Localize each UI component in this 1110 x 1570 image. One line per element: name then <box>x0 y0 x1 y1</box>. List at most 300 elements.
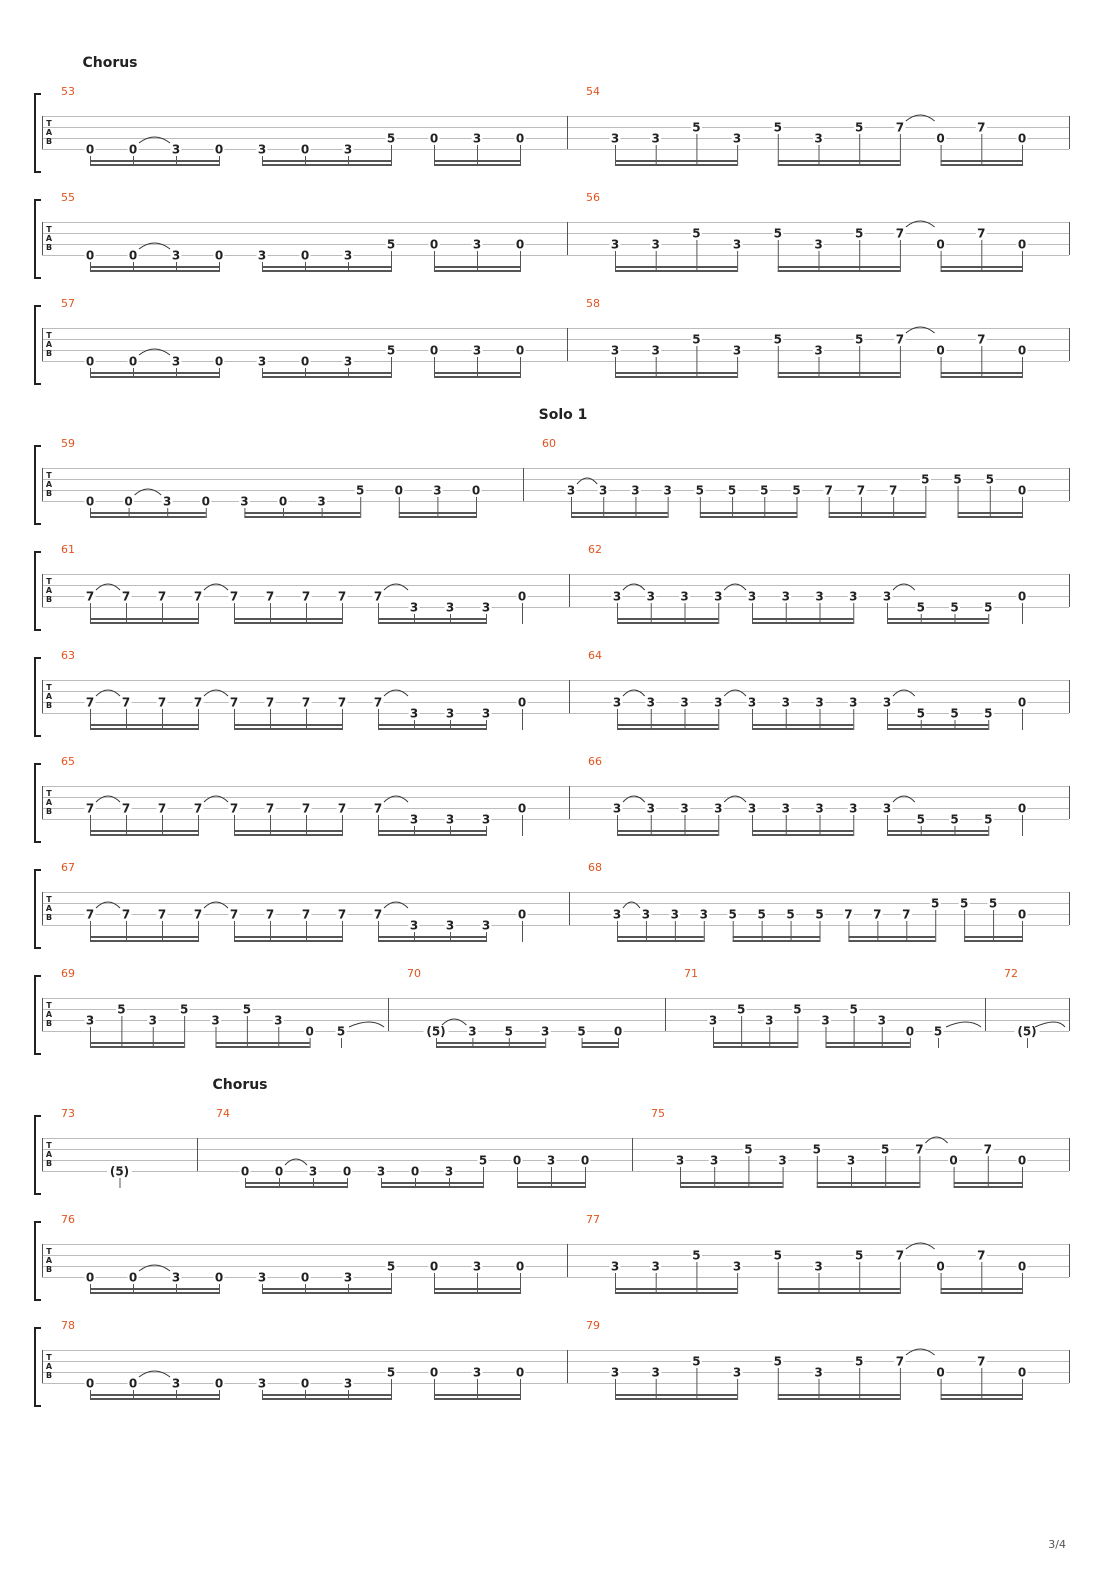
fret-number: 3 <box>610 1365 620 1380</box>
fret-number: 5 <box>855 120 864 135</box>
fret-number: 7 <box>977 332 986 347</box>
fret-number: 3 <box>445 918 455 933</box>
beam <box>778 376 900 378</box>
fret-number: 3 <box>343 142 353 157</box>
tab-clef-letter: T <box>46 577 52 586</box>
beam <box>778 270 900 272</box>
system-brace-icon <box>35 552 41 630</box>
fret-number: 3 <box>409 600 419 615</box>
fret-number: 7 <box>856 483 866 498</box>
fret-number: 3 <box>472 1365 482 1380</box>
fret-number: 0 <box>429 131 439 146</box>
fret-number: 0 <box>936 131 945 146</box>
fret-number: 5 <box>179 1002 189 1017</box>
tab-clef-letter: T <box>46 1141 52 1150</box>
fret-number: 3 <box>171 354 181 369</box>
fret-number: 3 <box>274 1013 283 1028</box>
fret-number: 7 <box>895 226 905 241</box>
fret-number: 5 <box>773 1354 782 1369</box>
beam <box>617 834 718 836</box>
fret-number: 0 <box>949 1153 958 1168</box>
beam <box>617 618 718 620</box>
beam <box>571 512 668 514</box>
fret-number: 3 <box>680 695 689 710</box>
fret-number: 3 <box>433 483 442 498</box>
bar-number: 69 <box>61 967 75 980</box>
fret-number: 5 <box>950 600 959 615</box>
fret-number: 5 <box>242 1002 252 1017</box>
tie-arc <box>906 1349 935 1355</box>
beam <box>617 622 718 624</box>
fret-number: 0 <box>1017 343 1027 358</box>
beam <box>887 830 988 832</box>
fret-number: 0 <box>300 142 310 157</box>
fret-number: (5) <box>426 1024 446 1039</box>
fret-number: 3 <box>882 589 892 604</box>
beam <box>234 618 342 620</box>
beam <box>378 618 486 620</box>
fret-number: 7 <box>157 907 167 922</box>
fret-number: 0 <box>936 343 945 358</box>
beam <box>381 1186 483 1188</box>
tie-arc <box>384 584 408 590</box>
beam <box>617 940 704 942</box>
beam <box>615 372 737 374</box>
fret-number: 0 <box>214 1270 224 1285</box>
fret-number: 3 <box>732 237 742 252</box>
fret-number: 3 <box>641 907 651 922</box>
tie-arc <box>623 902 640 908</box>
fret-number: 3 <box>814 1259 823 1274</box>
fret-number: 0 <box>517 907 527 922</box>
fret-number: 3 <box>815 801 824 816</box>
beam <box>887 728 988 730</box>
tie-arc <box>96 584 120 590</box>
fret-number: 7 <box>373 589 383 604</box>
fret-number: 3 <box>468 1024 477 1039</box>
bar-number: 63 <box>61 649 75 662</box>
tie-arc <box>906 221 935 227</box>
tab-clef-letter: A <box>45 1010 53 1019</box>
fret-number: 5 <box>953 472 962 487</box>
fret-number: 3 <box>148 1013 157 1028</box>
tab-system <box>35 649 1070 736</box>
beam <box>216 1046 310 1048</box>
fret-number: 7 <box>85 695 95 710</box>
fret-number: 3 <box>699 907 708 922</box>
fret-number: 7 <box>977 120 986 135</box>
beam <box>582 1042 618 1044</box>
beam <box>617 724 718 726</box>
bar-number: 72 <box>1004 967 1018 980</box>
fret-number: 0 <box>278 494 288 509</box>
tie-arc <box>139 1371 170 1377</box>
tab-clef-letter: B <box>45 1371 53 1380</box>
beam <box>90 1292 219 1294</box>
beam <box>829 512 926 514</box>
fret-number: 0 <box>85 248 95 263</box>
fret-number: 5 <box>692 332 701 347</box>
beam <box>262 270 391 272</box>
fret-number: 3 <box>732 1365 742 1380</box>
page-number: 3/4 <box>1048 1538 1066 1551</box>
beam <box>615 1292 737 1294</box>
beam <box>90 372 219 374</box>
fret-number: 3 <box>877 1013 886 1028</box>
fret-number: 7 <box>265 589 275 604</box>
beam <box>778 1288 900 1290</box>
fret-number: 3 <box>163 494 172 509</box>
tab-system <box>35 1213 1070 1300</box>
fret-number: 0 <box>214 354 224 369</box>
fret-number: 3 <box>610 131 620 146</box>
fret-number: 3 <box>546 1153 556 1168</box>
bar-number: 66 <box>588 755 602 768</box>
fret-number: 0 <box>128 248 138 263</box>
tie-arc <box>204 584 228 590</box>
fret-number: 5 <box>916 706 925 721</box>
beam <box>245 1186 347 1188</box>
fret-number: 3 <box>714 589 723 604</box>
fret-number: 0 <box>905 1024 915 1039</box>
tab-clef-letter: B <box>45 137 53 146</box>
fret-number: 7 <box>895 1354 905 1369</box>
fret-number: 5 <box>386 1365 396 1380</box>
beam <box>90 1042 184 1044</box>
bar-number: 77 <box>586 1213 600 1226</box>
beam <box>615 164 737 166</box>
fret-number: 7 <box>301 801 311 816</box>
beam <box>90 1046 184 1048</box>
beam <box>752 830 853 832</box>
fret-number: 0 <box>1017 237 1027 252</box>
fret-number: 7 <box>193 801 203 816</box>
fret-number: 3 <box>646 801 655 816</box>
bar-number: 59 <box>61 437 75 450</box>
fret-number: 7 <box>895 332 905 347</box>
fret-number: 3 <box>708 1013 718 1028</box>
fret-number: 7 <box>157 801 167 816</box>
beam <box>262 266 391 268</box>
tab-clef-letter: T <box>46 683 52 692</box>
fret-number: 3 <box>732 1259 742 1274</box>
fret-number: 3 <box>409 706 419 721</box>
beam <box>887 724 988 726</box>
fret-number: 5 <box>728 907 737 922</box>
fret-number: 0 <box>300 1376 310 1391</box>
system-brace-icon <box>35 764 41 842</box>
beam <box>752 724 853 726</box>
beam <box>234 936 342 938</box>
beam <box>778 164 900 166</box>
beam <box>817 1182 920 1184</box>
fret-number: 7 <box>337 589 347 604</box>
beam <box>378 724 486 726</box>
beam <box>615 376 737 378</box>
tab-clef-letter: T <box>46 1001 52 1010</box>
beam <box>262 1288 391 1290</box>
tab-system <box>35 1319 1070 1406</box>
beam <box>90 266 219 268</box>
fret-number: 0 <box>936 1259 945 1274</box>
tab-system <box>35 297 1070 384</box>
beam <box>700 516 797 518</box>
fret-number: 3 <box>765 1013 774 1028</box>
tab-clef-letter: T <box>46 225 52 234</box>
fret-number: 3 <box>680 801 689 816</box>
tab-clef-letter: A <box>45 1256 53 1265</box>
fret-number: 7 <box>121 801 131 816</box>
tab-clef-letter: B <box>45 1159 53 1168</box>
tie-arc <box>906 1243 935 1249</box>
beam <box>234 834 342 836</box>
fret-number: 5 <box>815 907 824 922</box>
fret-number: 7 <box>373 801 383 816</box>
beam <box>216 1042 310 1044</box>
fret-number: 3 <box>781 801 790 816</box>
fret-number: 3 <box>778 1153 787 1168</box>
beam <box>615 270 737 272</box>
fret-number: 5 <box>356 483 365 498</box>
tab-clef-letter: T <box>46 1353 52 1362</box>
beam <box>90 936 198 938</box>
bar-number: 64 <box>588 649 602 662</box>
system-brace-icon <box>35 870 41 948</box>
fret-number: 0 <box>128 142 138 157</box>
tie-arc <box>623 584 645 590</box>
tab-clef-letter: B <box>45 1019 53 1028</box>
fret-number: 3 <box>317 494 326 509</box>
beam <box>713 1042 797 1044</box>
fret-number: 0 <box>128 354 138 369</box>
fret-number: 3 <box>821 1013 830 1028</box>
fret-number: 7 <box>193 695 203 710</box>
tie-arc <box>96 902 120 908</box>
fret-number: 5 <box>855 226 864 241</box>
fret-number: 5 <box>773 226 782 241</box>
tab-clef-letter: B <box>45 349 53 358</box>
tie-arc <box>724 796 746 802</box>
tab-system <box>35 861 1070 948</box>
fret-number: 3 <box>680 589 689 604</box>
fret-number: 3 <box>472 131 482 146</box>
fret-number: 0 <box>214 142 224 157</box>
beam <box>90 1394 219 1396</box>
fret-number: 5 <box>931 896 940 911</box>
fret-number: 3 <box>814 1365 823 1380</box>
fret-number: 3 <box>846 1153 856 1168</box>
beam <box>615 266 737 268</box>
bar-number: 56 <box>586 191 600 204</box>
fret-number: 7 <box>121 695 131 710</box>
fret-number: 3 <box>472 1259 482 1274</box>
beam <box>244 512 360 514</box>
fret-number: 0 <box>300 354 310 369</box>
fret-number: 7 <box>301 589 311 604</box>
beam <box>234 830 342 832</box>
system-brace-icon <box>35 658 41 736</box>
bar-number: 71 <box>684 967 698 980</box>
tie-arc <box>623 690 645 696</box>
fret-number: 3 <box>376 1164 386 1179</box>
tab-clef-letter: A <box>45 128 53 137</box>
fret-number: 3 <box>541 1024 550 1039</box>
beam <box>778 1394 900 1396</box>
beam <box>615 1398 737 1400</box>
bar-number: 57 <box>61 297 75 310</box>
beam <box>234 724 342 726</box>
fret-number: 3 <box>882 801 892 816</box>
fret-number: 7 <box>824 483 833 498</box>
beam <box>90 728 198 730</box>
fret-number: 5 <box>757 907 766 922</box>
beam <box>582 1046 618 1048</box>
tie-arc <box>204 690 228 696</box>
fret-number: 3 <box>651 1259 660 1274</box>
system-brace-icon <box>35 976 41 1054</box>
tab-clef-letter: T <box>46 1247 52 1256</box>
beam <box>262 164 391 166</box>
beam <box>752 728 853 730</box>
fret-number: 3 <box>211 1013 220 1028</box>
bar-number: 79 <box>586 1319 600 1332</box>
fret-number: 7 <box>229 589 239 604</box>
fret-number: 7 <box>895 1248 905 1263</box>
beam <box>262 376 391 378</box>
beam <box>826 1046 910 1048</box>
tab-clef-letter: T <box>46 471 52 480</box>
fret-number: 0 <box>85 1270 95 1285</box>
beam <box>262 1398 391 1400</box>
fret-number: 7 <box>873 907 882 922</box>
beam <box>752 618 853 620</box>
tab-clef-letter: B <box>45 1265 53 1274</box>
tie-arc <box>285 1159 307 1165</box>
beam <box>826 1042 910 1044</box>
fret-number: 3 <box>481 600 491 615</box>
fret-number: 3 <box>343 1270 353 1285</box>
fret-number: 5 <box>916 812 925 827</box>
fret-number: 7 <box>337 695 347 710</box>
tab-clef-letter: B <box>45 701 53 710</box>
tab-system <box>35 967 1070 1054</box>
fret-number: 0 <box>300 1270 310 1285</box>
fret-number: 0 <box>936 1365 945 1380</box>
fret-number: 3 <box>651 343 660 358</box>
fret-number: 0 <box>214 248 224 263</box>
fret-number: 3 <box>343 1376 353 1391</box>
fret-number: 0 <box>429 237 439 252</box>
beam <box>752 622 853 624</box>
tab-clef-letter: A <box>45 692 53 701</box>
fret-number: 0 <box>580 1153 590 1168</box>
tab-clef-letter: A <box>45 586 53 595</box>
fret-number: 0 <box>214 1376 224 1391</box>
fret-number: 3 <box>675 1153 685 1168</box>
fret-number: 7 <box>977 226 986 241</box>
fret-number: 3 <box>257 142 267 157</box>
fret-number: 0 <box>515 131 525 146</box>
fret-number: 0 <box>85 142 95 157</box>
fret-number: 5 <box>933 1024 943 1039</box>
fret-number: 3 <box>481 812 491 827</box>
fret-number: 3 <box>610 1259 620 1274</box>
fret-number: 0 <box>1017 589 1027 604</box>
beam <box>617 936 704 938</box>
fret-number: 3 <box>714 695 723 710</box>
beam <box>244 516 360 518</box>
fret-number: 3 <box>566 483 576 498</box>
fret-number: 0 <box>1017 1365 1027 1380</box>
fret-number: 5 <box>386 343 396 358</box>
tab-clef-letter: B <box>45 595 53 604</box>
beam <box>829 516 926 518</box>
beam <box>90 622 198 624</box>
beam <box>378 728 486 730</box>
tab-clef-letter: A <box>45 340 53 349</box>
tie-arc <box>139 349 170 355</box>
tab-clef-letter: A <box>45 480 53 489</box>
tie-arc <box>906 327 935 333</box>
fret-number: (5) <box>109 1164 130 1179</box>
fret-number: 5 <box>950 706 959 721</box>
tie-arc <box>139 243 170 249</box>
fret-number: 3 <box>663 483 672 498</box>
beam <box>848 940 935 942</box>
tab-clef-letter: A <box>45 798 53 807</box>
fret-number: 3 <box>612 801 622 816</box>
beam <box>615 1288 737 1290</box>
fret-number: 0 <box>394 483 403 498</box>
tie-arc <box>893 690 915 696</box>
fret-number: 7 <box>977 1354 986 1369</box>
fret-number: 7 <box>85 801 95 816</box>
fret-number: 7 <box>902 907 911 922</box>
fret-number: 5 <box>386 237 396 252</box>
beam <box>234 728 342 730</box>
bar-number: 70 <box>407 967 421 980</box>
fret-number: 3 <box>732 131 742 146</box>
fret-number: 3 <box>343 248 353 263</box>
fret-number: 3 <box>747 801 757 816</box>
fret-number: 7 <box>977 1248 986 1263</box>
beam <box>90 940 198 942</box>
fret-number: 5 <box>959 896 969 911</box>
beam <box>680 1182 783 1184</box>
beam <box>90 1288 219 1290</box>
beam <box>778 1292 900 1294</box>
bar-number: 58 <box>586 297 600 310</box>
bar-number: 60 <box>542 437 556 450</box>
fret-number: 3 <box>472 343 482 358</box>
tab-system <box>35 543 1070 630</box>
fret-number: 0 <box>471 483 481 498</box>
bar-number: 75 <box>651 1107 665 1120</box>
tie-arc <box>893 796 915 802</box>
fret-number: 5 <box>478 1153 488 1168</box>
beam <box>700 512 797 514</box>
beam <box>887 834 988 836</box>
fret-number: 5 <box>117 1002 126 1017</box>
fret-number: 0 <box>512 1153 522 1168</box>
beam <box>90 270 219 272</box>
fret-number: 7 <box>193 907 203 922</box>
fret-number: 3 <box>651 1365 660 1380</box>
tab-clef-letter: T <box>46 331 52 340</box>
beam <box>245 1182 347 1184</box>
tie-arc <box>384 902 408 908</box>
fret-number: 0 <box>300 248 310 263</box>
